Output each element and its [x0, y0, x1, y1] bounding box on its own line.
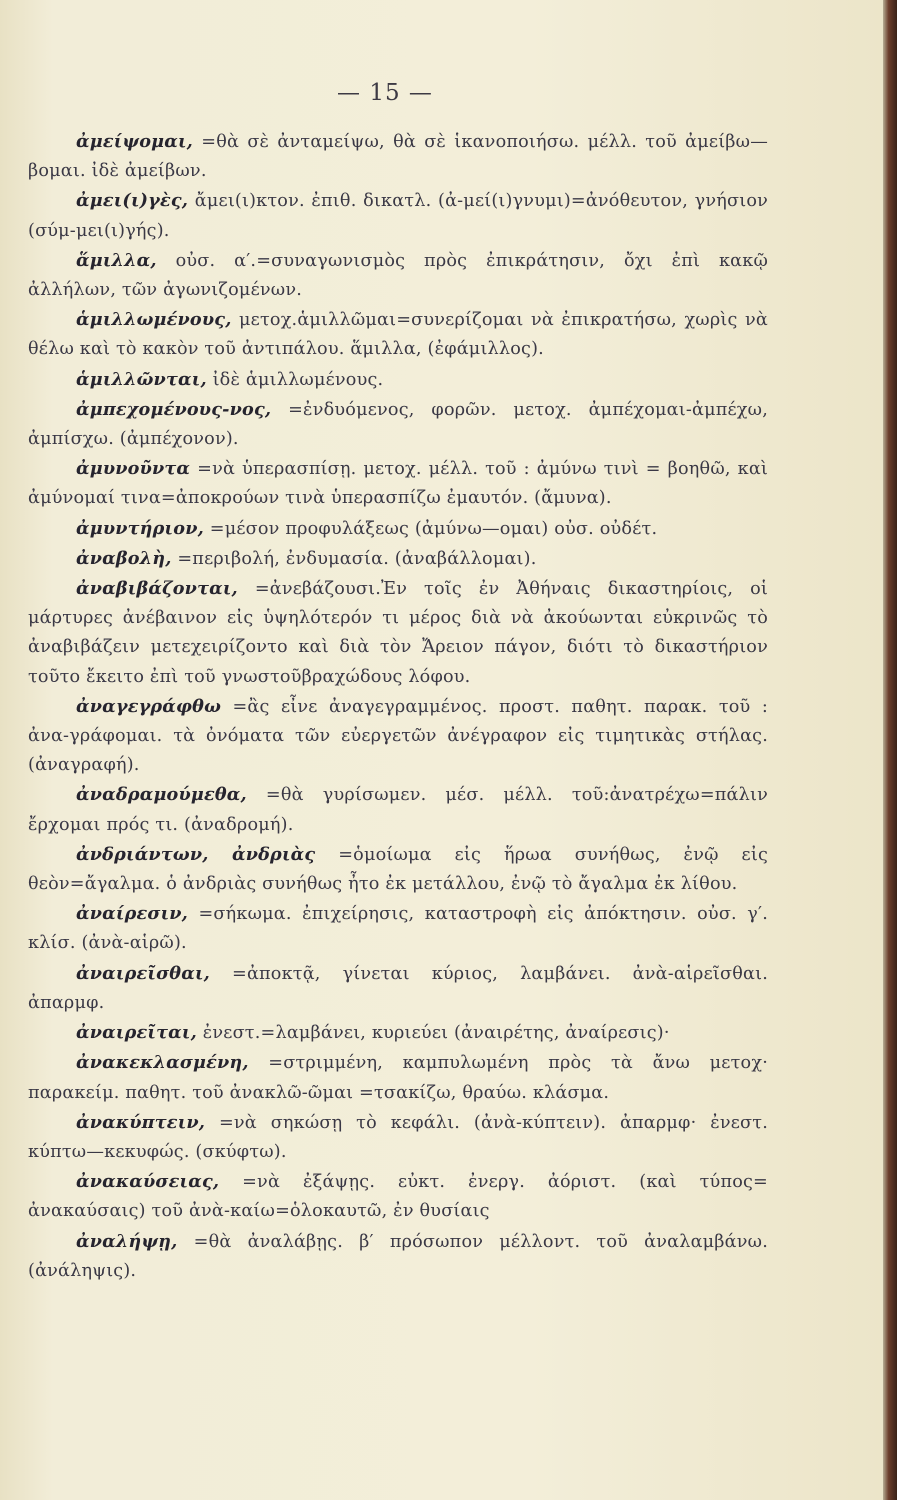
entry-definition: οὐσ. α′.=συναγωνισμὸς πρὸς ἐπικράτησιν, ὄχι ἐπὶ κακῷ ἀλλήλων, τῶν ἀγωνιζομένων.	[28, 250, 768, 301]
entry-headword: ἁμιλλωμένους,	[76, 309, 232, 331]
entry-headword: ἀναιρεῖται,	[76, 1022, 197, 1044]
glossary-entry	[28, 899, 768, 958]
glossary-entries	[28, 127, 768, 1286]
entry-headword: ἀναβιβάζονται,	[76, 578, 238, 600]
entry-definition: =ἐνδυόμενος, φορῶν. μετοχ. ἀμπέχομαι-ἀμπέχω, ἀμπίσχω. (ἀμπέχονον).	[28, 399, 769, 450]
entry-headword: ἀναβολὴ,	[76, 547, 172, 569]
entry-headword: ἀναδραμούμεθα,	[76, 784, 247, 806]
entry-headword: ἀναίρεσιν,	[76, 903, 189, 925]
glossary-entry	[28, 1227, 768, 1286]
page-number: — 15 —	[337, 80, 433, 106]
entry-definition: =θὰ ἀναλάβῃς. β′ πρόσωπον μέλλοντ. τοῦ ἀναλαμβάνω. (ἀνάληψις).	[28, 1231, 768, 1281]
entry-definition: =νὰ σηκώσῃ τὸ κεφάλι. (ἀνὰ-κύπτειν). ἀπαρμφ· ἐνεστ. κύπτω—κεκυφώς. (σκύφτω).	[28, 1112, 768, 1162]
entry-definition: =νὰ ὑπερασπίσῃ. μετοχ. μέλλ. τοῦ : ἀμύνω τινὶ = βοηθῶ, καὶ ἀμύνομαί τινα=ἀποκρούων τινὰ ὑπερασπίζω ἐμαυτόν. (ἄμυνα).	[28, 459, 768, 509]
entry-definition: ἐνεστ.=λαμβάνει, κυριεύει (ἀναιρέτης, ἀναίρεσις)·	[202, 1023, 670, 1044]
entry-headword: ἀναιρεῖσθαι,	[76, 962, 210, 984]
glossary-entry	[28, 186, 768, 245]
entry-definition: μετοχ.ἁμιλλῶμαι=συνερίζομαι νὰ ἐπικρατήσω, χωρὶς νὰ θέλω καὶ τὸ κακὸν τοῦ ἀντιπάλου. ἅμιλλα, (ἐφάμιλλος).	[28, 310, 769, 360]
entry-definition: =περιβολή, ἐνδυμασία. (ἀναβάλλομαι).	[177, 548, 537, 569]
glossary-entry	[28, 1048, 768, 1107]
glossary-entry	[28, 454, 768, 513]
glossary-entry	[28, 780, 768, 839]
glossary-entry	[28, 127, 768, 186]
entry-headword: ἀνδριάντων, ἀνδριὰς	[76, 843, 316, 865]
entry-headword: ἀναλήψῃ,	[76, 1230, 178, 1252]
book-spine-edge	[883, 0, 897, 1500]
entry-definition: =θὰ σὲ ἀνταμείψω, θὰ σὲ ἱκανοποιήσω. μέλλ. τοῦ ἀμείβω—βομαι. ἰδὲ ἀμείβων.	[28, 132, 769, 182]
entry-definition: =ἂς εἶνε ἀναγεγραμμένος. προστ. παθητ. παρακ. τοῦ : ἀνα-γράφομαι. τὰ ὀνόματα τῶν εὐεργετῶν ἀνέγραφον εἰς τιμητικὰς στήλας. (ἀναγραφή).	[28, 696, 768, 776]
glossary-entry	[28, 365, 768, 395]
entry-definition: =ἀποκτᾷ, γίνεται κύριος, λαμβάνει. ἀνὰ-αἱρεῖσθαι. ἀπαρμφ.	[28, 963, 768, 1013]
entry-definition: ἰδὲ ἁμιλλωμένους.	[212, 369, 384, 390]
entry-headword: ἀμείψομαι,	[76, 131, 193, 152]
glossary-entry	[28, 514, 768, 544]
entry-definition: =νὰ ἐξάψῃς. εὐκτ. ἐνεργ. ἀόριστ. (καὶ τύπος= ἀνακαύσαις) τοῦ ἀνὰ-καίω=ὁλοκαυτῶ, ἐν θυσίαις	[28, 1172, 768, 1222]
entry-headword: ἀμπεχομένους-νος,	[76, 398, 272, 420]
entry-headword: ἀναγεγράφθω	[76, 695, 222, 717]
glossary-entry	[28, 544, 768, 574]
entry-headword: ἀνακαύσειας,	[76, 1171, 220, 1193]
glossary-entry	[28, 1108, 768, 1167]
glossary-entry	[28, 395, 768, 454]
glossary-entry	[28, 959, 768, 1018]
glossary-entry	[28, 1167, 768, 1226]
glossary-entry	[28, 246, 768, 305]
glossary-entry	[28, 692, 768, 781]
glossary-entry	[28, 1018, 768, 1048]
entry-headword: ἀμει(ι)γὲς,	[76, 190, 189, 212]
entry-definition: =μέσον προφυλάξεως (ἀμύνω—ομαι) οὐσ. οὐδέτ.	[209, 518, 658, 539]
glossary-entry	[28, 574, 768, 692]
entry-definition: =θὰ γυρίσωμεν. μέσ. μέλλ. τοῦ:ἀνατρέχω=πάλιν ἔρχομαι πρός τι. (ἀναδρομή).	[28, 785, 768, 835]
entry-definition: =στριμμένη, καμπυλωμένη πρὸς τὰ ἄνω μετοχ· παρακείμ. παθητ. τοῦ ἀνακλῶ-ῶμαι =τσακίζω, θραύω. κλάσμα.	[28, 1053, 768, 1103]
entry-headword: ἀμυνοῦντα	[76, 458, 191, 480]
entry-definition: =ἀνεβάζουσι.Ἐν τοῖς ἐν Ἀθήναις δικαστηρίοις, οἱ μάρτυρες ἀνέβαινον εἰς ὑψηλότερόν τι μέρος διὰ νὰ ἀκούωνται εὐκρινῶς τὸ ἀναβιβάζειν μετεχειρίζοντο καὶ διὰ τὸν Ἄρειον πάγον, διότι τὸ δικαστήριον τοῦτο ἔκειτο ἐπὶ τοῦ γνωστοῦβραχώδους λόφου.	[28, 579, 769, 687]
entry-headword: ἀμυντήριον,	[76, 517, 204, 539]
entry-definition: ἄμει(ι)κτον. ἐπιθ. δικατλ. (ἀ-μεί(ι)γνυμι)=ἀνόθευτον, γνήσιον (σύμ-μει(ι)γής).	[28, 191, 769, 241]
entry-headword: ἅμιλλα,	[76, 249, 157, 271]
entry-headword: ἀνακεκλασμένη,	[76, 1052, 249, 1074]
entry-definition: =σήκωμα. ἐπιχείρησις, καταστροφὴ εἰς ἀπόκτησιν. οὐσ. γ′. κλίσ. (ἀνὰ-αἱρῶ).	[28, 904, 768, 954]
glossary-entry	[28, 840, 768, 899]
glossary-entry	[28, 305, 768, 364]
entry-definition: =ὁμοίωμα εἰς ἥρωα συνήθως, ἐνῷ εἰς θεὸν=ἄγαλμα. ὁ ἀνδριὰς συνήθως ἦτο ἐκ μετάλλου, ἐνῷ τὸ ἄγαλμα ἐκ λίθου.	[28, 844, 768, 895]
entry-headword: ἁμιλλῶνται,	[76, 368, 207, 390]
entry-headword: ἀνακύπτειν,	[76, 1111, 206, 1133]
